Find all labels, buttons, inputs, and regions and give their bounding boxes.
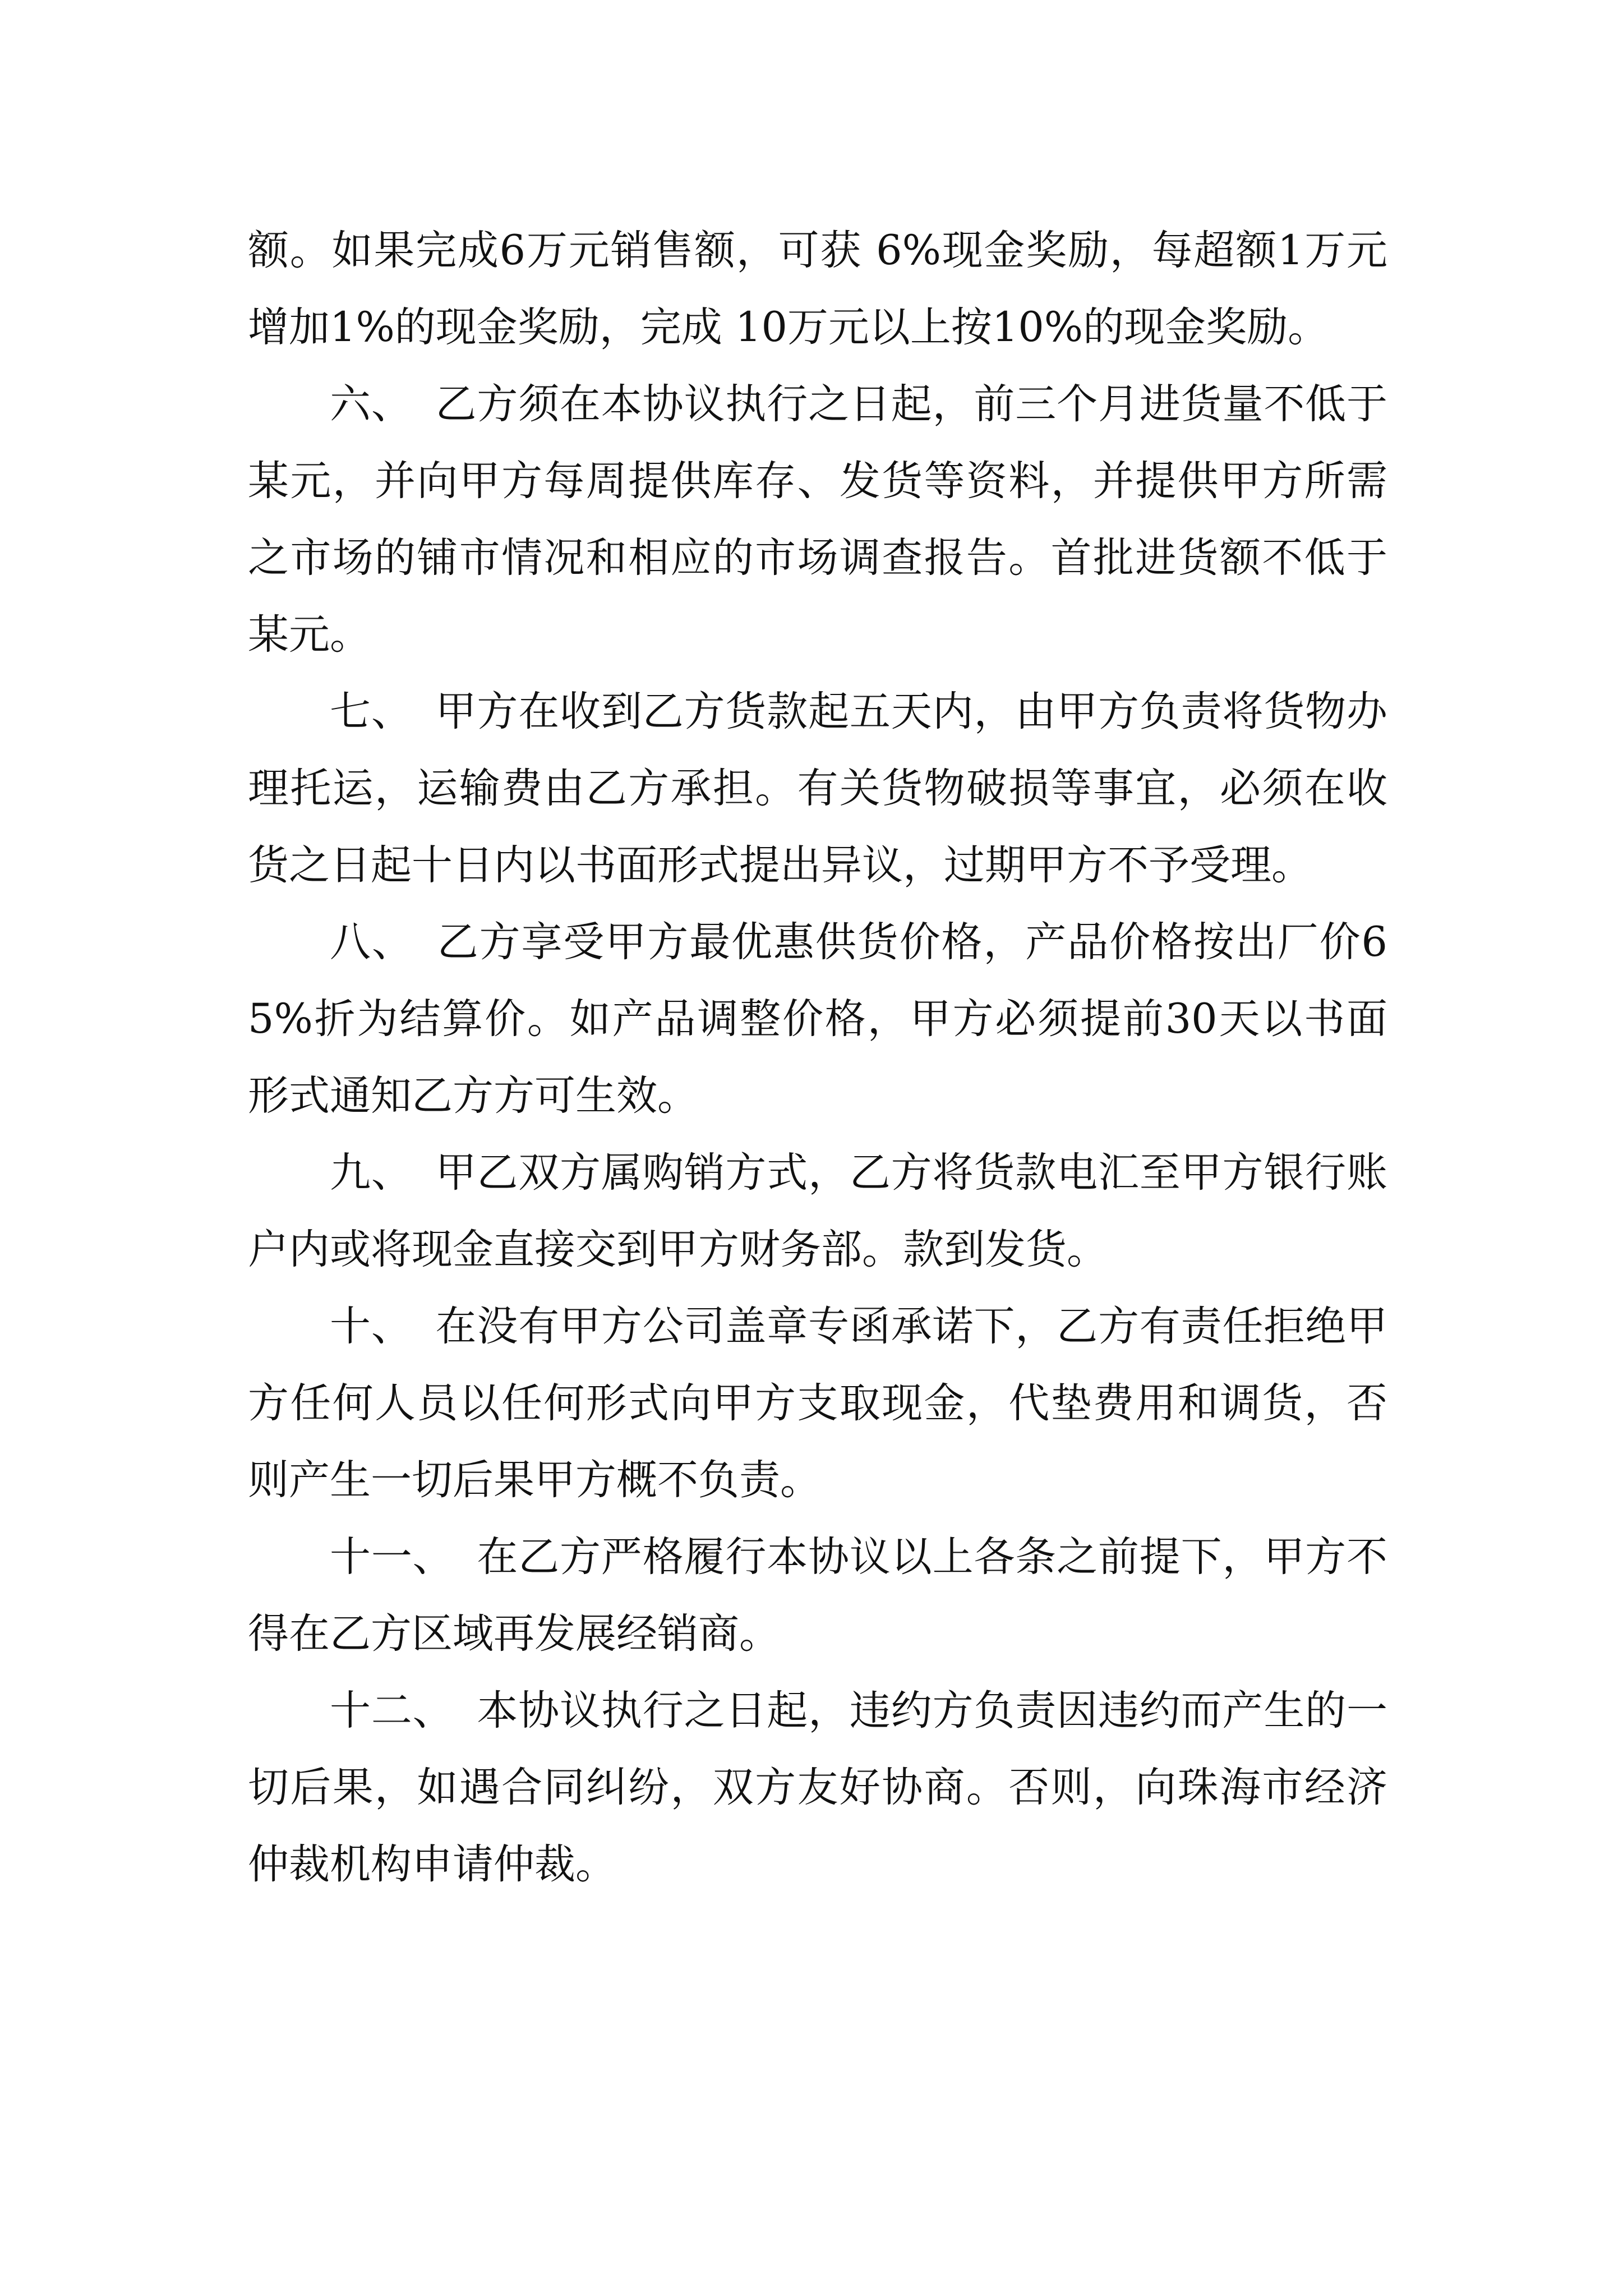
- clause-text: 在乙方严格履行本协议以上各条之前提下，甲方不得在乙方区域再发展经销商。: [248, 1533, 1388, 1658]
- clause-number: 十、: [330, 1303, 413, 1350]
- paragraph-continuation: [248, 212, 1387, 366]
- clause-11: [248, 1519, 1387, 1672]
- document-body: [248, 212, 1387, 1903]
- clause-8: [248, 904, 1387, 1134]
- clause-10: [248, 1288, 1387, 1519]
- clause-text: 乙方须在本协议执行之日起，前三个月进货量不低于某元，并向甲方每周提供库存、发货等资料，并提供甲方所需之市场的铺市情况和相应的市场调查报告。首批进货额不低于某元。: [248, 380, 1388, 659]
- clause-6: [248, 366, 1387, 673]
- clause-number: 十二、: [330, 1687, 454, 1734]
- clause-text: 本协议执行之日起，违约方负责因违约而产生的一切后果，如遇合同纠纷，双方友好协商。否则，向珠海市经济仲裁机构申请仲裁。: [248, 1687, 1388, 1888]
- clause-number: 七、: [330, 688, 413, 735]
- clause-text: 在没有甲方公司盖章专函承诺下，乙方有责任拒绝甲方任何人员以任何形式向甲方支取现金，代垫费用和调货，否则产生一切后果甲方概不负责。: [248, 1303, 1388, 1504]
- clause-text: 甲乙双方属购销方式，乙方将货款电汇至甲方银行账户内或将现金直接交到甲方财务部。款到发货。: [248, 1149, 1388, 1273]
- clause-text: 乙方享受甲方最优惠供货价格，产品价格按出厂价65%折为结算价。如产品调整价格，甲方必须提前30天以书面形式通知乙方方可生效。: [248, 918, 1387, 1120]
- clause-12: [248, 1672, 1387, 1903]
- clause-number: 八、: [330, 918, 414, 966]
- clause-number: 九、: [330, 1149, 413, 1197]
- clause-text: 甲方在收到乙方货款起五天内，由甲方负责将货物办理托运，运输费由乙方承担。有关货物破损等事宜，必须在收货之日起十日内以书面形式提出异议，过期甲方不予受理。: [248, 688, 1388, 889]
- clause-number: 六、: [330, 380, 413, 428]
- paragraph-text: 额。如果完成6万元销售额，可获 6%现金奖励，每超额1万元增加1%的现金奖励，完成 10万元以上按10%的现金奖励。: [248, 227, 1387, 351]
- clause-9: [248, 1134, 1387, 1288]
- clause-number: 十一、: [330, 1533, 454, 1581]
- clause-7: [248, 673, 1387, 904]
